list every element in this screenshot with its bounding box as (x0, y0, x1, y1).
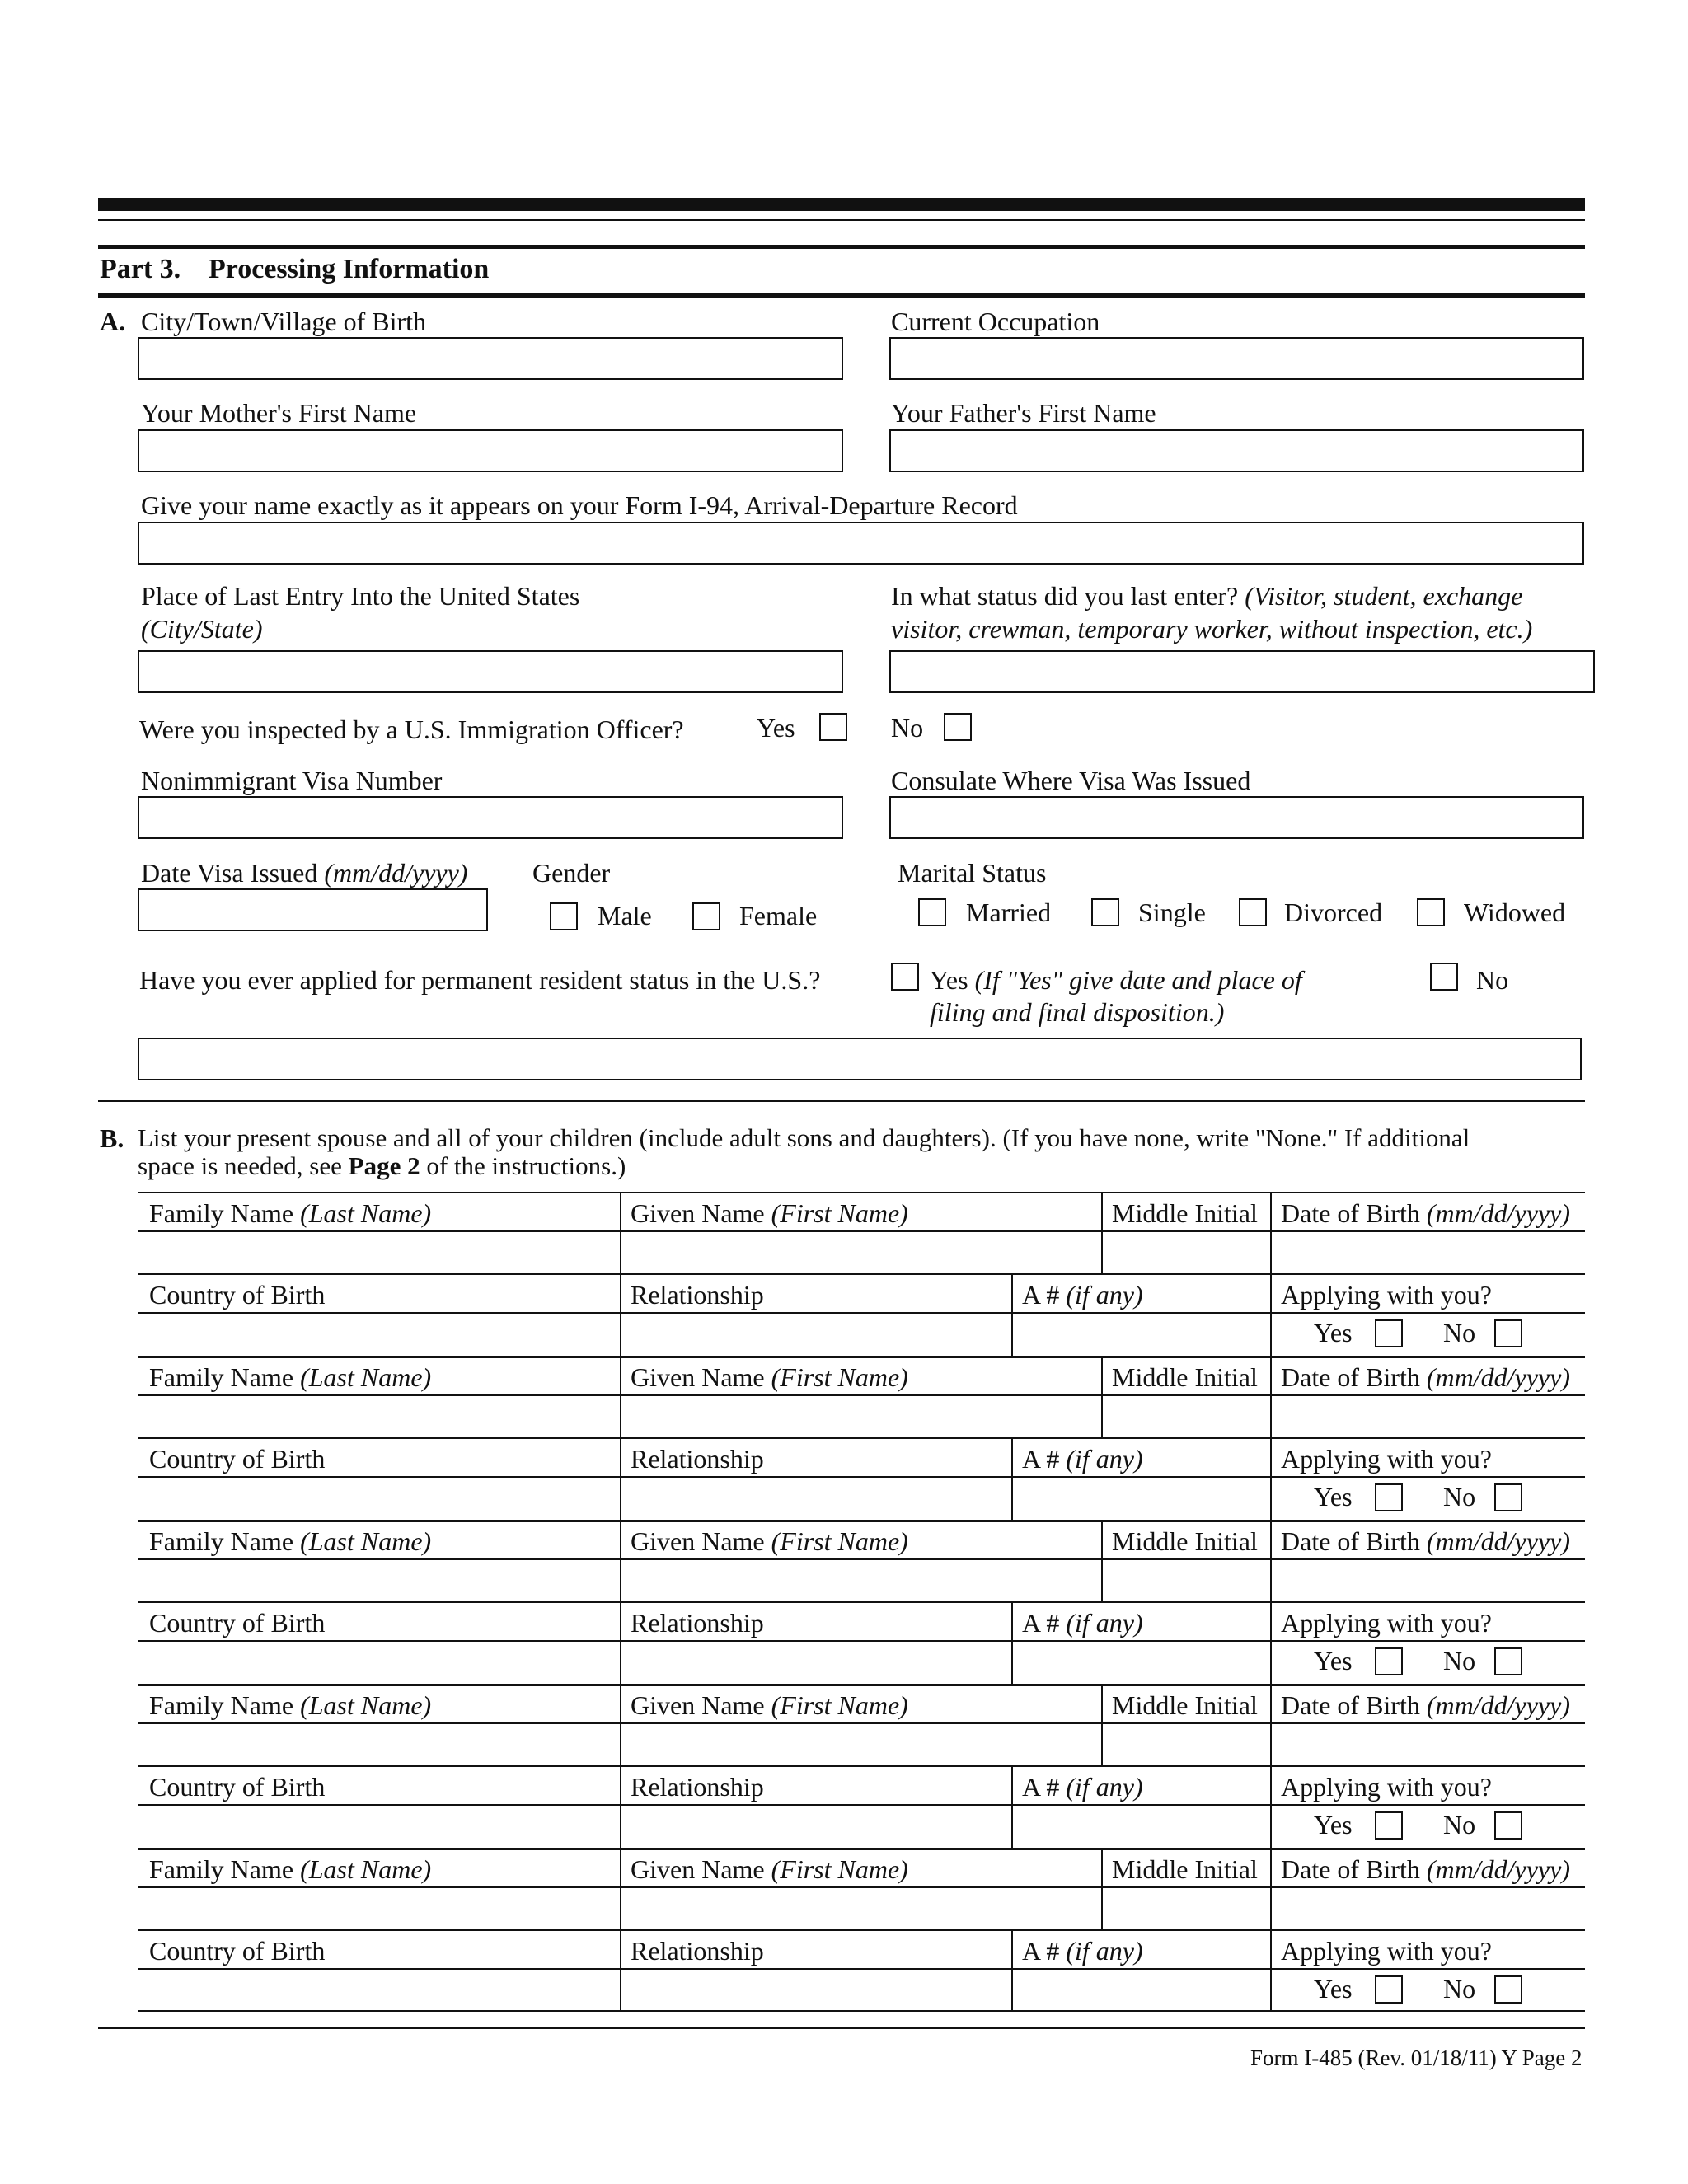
col-divider (1101, 1356, 1103, 1437)
family-name-field[interactable] (140, 1232, 617, 1273)
applying-header (1281, 1772, 1492, 1802)
current-occupation-field[interactable] (889, 337, 1584, 380)
family-block-top-rule (138, 1192, 1585, 1193)
family-name-header-hint: (Last Name) (300, 1690, 432, 1720)
female-checkbox[interactable] (692, 902, 720, 930)
instruction-2-bold: Page 2 (348, 1151, 420, 1180)
consulate-label: Consulate Where Visa Was Issued (891, 766, 1251, 795)
applying-yes-label (1314, 1646, 1353, 1675)
family-name-header (149, 1362, 431, 1392)
country-birth-field[interactable] (140, 1642, 617, 1683)
given-name-header-text: Given Name (631, 1854, 765, 1884)
applying-yes-checkbox[interactable] (1375, 1811, 1403, 1840)
applying-no-label-text: No (1443, 1318, 1476, 1347)
col-divider (1011, 1765, 1013, 1848)
family-block-top-rule (138, 1684, 1585, 1686)
dob-header-text: Date of Birth (1281, 1362, 1420, 1392)
relationship-field[interactable] (622, 1314, 1009, 1355)
family-name-header (149, 1854, 431, 1884)
middle-initial-field[interactable] (1104, 1888, 1268, 1929)
col-divider (1270, 1356, 1272, 1520)
applying-yes-label (1314, 1974, 1353, 2004)
family-table-bottom-rule (138, 2010, 1585, 2012)
dob-header-text: Date of Birth (1281, 1690, 1420, 1720)
row-divider (138, 1601, 1585, 1603)
dob-header-hint: (mm/dd/yyyy) (1426, 1198, 1570, 1228)
middle-initial-header (1112, 1854, 1258, 1884)
given-name-field[interactable] (622, 1396, 1099, 1437)
applying-no-label-text: No (1443, 1974, 1476, 2004)
middle-initial-field[interactable] (1104, 1560, 1268, 1601)
applying-header-text: Applying with you? (1281, 1608, 1492, 1638)
dob-field[interactable] (1273, 1396, 1582, 1437)
family-name-header-text: Family Name (149, 1526, 294, 1556)
city-birth-field[interactable] (138, 337, 843, 380)
father-first-name-field[interactable] (889, 429, 1584, 472)
middle-initial-header (1112, 1362, 1258, 1392)
given-name-field[interactable] (622, 1724, 1099, 1765)
dob-header-hint: (mm/dd/yyyy) (1426, 1854, 1570, 1884)
country-birth-header-text: Country of Birth (149, 1936, 326, 1966)
section-a-letter: A. (100, 307, 126, 336)
country-birth-header (149, 1772, 325, 1802)
relationship-header-text: Relationship (631, 1444, 764, 1474)
applying-yes-checkbox[interactable] (1375, 1975, 1403, 2004)
female-label: Female (739, 901, 818, 930)
applying-no-label (1443, 1810, 1475, 1840)
given-name-header (631, 1690, 908, 1720)
consulate-field[interactable] (889, 796, 1584, 839)
given-name-header-hint: (First Name) (771, 1854, 908, 1884)
relationship-header (631, 1936, 764, 1966)
a-number-header (1022, 1936, 1143, 1966)
applied-no-label: No (1476, 965, 1509, 995)
male-checkbox[interactable] (550, 902, 578, 930)
family-name-header-text: Family Name (149, 1198, 294, 1228)
date-visa-format: (mm/dd/yyyy) (324, 858, 468, 888)
single-checkbox[interactable] (1091, 898, 1119, 926)
given-name-header (631, 1198, 908, 1228)
row-divider (138, 1765, 1585, 1767)
col-divider (1011, 1929, 1013, 2012)
a-number-header-text: A # (1022, 1280, 1060, 1310)
row-divider (138, 1437, 1585, 1439)
family-name-header-hint: (Last Name) (300, 1362, 432, 1392)
dob-field[interactable] (1273, 1888, 1582, 1929)
dob-field[interactable] (1273, 1560, 1582, 1601)
middle-initial-header (1112, 1526, 1258, 1556)
applying-no-label-text: No (1443, 1482, 1476, 1511)
applying-no-checkbox[interactable] (1494, 1483, 1522, 1511)
family-name-field[interactable] (140, 1560, 617, 1601)
dob-field[interactable] (1273, 1232, 1582, 1273)
given-name-header-hint: (First Name) (771, 1198, 908, 1228)
part3-top-rule (98, 245, 1585, 249)
middle-initial-header-text: Middle Initial (1112, 1198, 1258, 1228)
applying-header-text: Applying with you? (1281, 1772, 1492, 1802)
relationship-field[interactable] (622, 1642, 1009, 1683)
family-name-header-hint: (Last Name) (300, 1198, 432, 1228)
married-checkbox[interactable] (918, 898, 946, 926)
col-divider (1101, 1520, 1103, 1601)
dob-header-hint: (mm/dd/yyyy) (1426, 1690, 1570, 1720)
section-b-letter: B. (100, 1123, 124, 1153)
family-name-header (149, 1526, 431, 1556)
dob-field[interactable] (1273, 1724, 1582, 1765)
current-occupation-label: Current Occupation (891, 307, 1100, 336)
a-number-header-text: A # (1022, 1444, 1060, 1474)
middle-initial-header-text: Middle Initial (1112, 1362, 1258, 1392)
relationship-header (631, 1280, 764, 1310)
applying-yes-label (1314, 1318, 1353, 1347)
inspected-yes-checkbox[interactable] (819, 713, 847, 741)
col-divider (1101, 1684, 1103, 1765)
married-label: Married (966, 898, 1052, 927)
col-divider (620, 1684, 621, 1848)
section-b-instruction-1: List your present spouse and all of your children (include adult sons and daughters). (If you have none, write "None." If additional (138, 1123, 1470, 1152)
gender-label: Gender (532, 858, 611, 888)
given-name-field[interactable] (622, 1888, 1099, 1929)
dob-header-text: Date of Birth (1281, 1526, 1420, 1556)
visa-number-label: Nonimmigrant Visa Number (141, 766, 443, 795)
country-birth-header-text: Country of Birth (149, 1608, 326, 1638)
row-divider (138, 1929, 1585, 1931)
applying-header-text: Applying with you? (1281, 1444, 1492, 1474)
applying-header-text: Applying with you? (1281, 1936, 1492, 1966)
last-entry-place-label: Place of Last Entry Into the United States (141, 581, 580, 611)
widowed-checkbox[interactable] (1417, 898, 1445, 926)
given-name-header-hint: (First Name) (771, 1526, 908, 1556)
footer-rule (98, 2027, 1585, 2029)
relationship-header (631, 1608, 764, 1638)
applying-yes-label-text: Yes (1314, 1810, 1353, 1840)
applying-yes-label (1314, 1810, 1353, 1840)
city-birth-label: City/Town/Village of Birth (141, 307, 427, 336)
status-field[interactable] (889, 650, 1595, 693)
given-name-field[interactable] (622, 1560, 1099, 1601)
middle-initial-header (1112, 1198, 1258, 1228)
a-number-header-hint: (if any) (1066, 1608, 1143, 1638)
applying-header (1281, 1936, 1492, 1966)
relationship-field[interactable] (622, 1806, 1009, 1847)
relationship-field[interactable] (622, 1478, 1009, 1519)
family-name-header-text: Family Name (149, 1690, 294, 1720)
given-name-header-text: Given Name (631, 1198, 765, 1228)
a-number-header (1022, 1280, 1143, 1310)
male-label: Male (598, 901, 652, 930)
family-name-header (149, 1198, 431, 1228)
family-name-header-text: Family Name (149, 1854, 294, 1884)
status-question-text: In what status did you last enter? (891, 581, 1239, 611)
dob-header-hint: (mm/dd/yyyy) (1426, 1362, 1570, 1392)
applying-header (1281, 1444, 1492, 1474)
applying-no-label (1443, 1646, 1475, 1675)
country-birth-field[interactable] (140, 1314, 617, 1355)
top-thick-rule (98, 198, 1585, 211)
applying-no-checkbox[interactable] (1494, 1647, 1522, 1675)
family-name-header-hint: (Last Name) (300, 1526, 432, 1556)
family-name-header-hint: (Last Name) (300, 1854, 432, 1884)
family-block-top-rule (138, 1356, 1585, 1358)
family-block-top-rule (138, 1848, 1585, 1850)
col-divider (1101, 1192, 1103, 1273)
country-birth-header-text: Country of Birth (149, 1772, 326, 1802)
instruction-2-pre: space is needed, see (138, 1151, 342, 1180)
middle-initial-header-text: Middle Initial (1112, 1690, 1258, 1720)
applying-header (1281, 1608, 1492, 1638)
part3-number: Part 3. (100, 254, 181, 284)
given-name-header-text: Given Name (631, 1526, 765, 1556)
col-divider (1270, 1684, 1272, 1848)
middle-initial-header (1112, 1690, 1258, 1720)
i94-name-field[interactable] (138, 522, 1584, 565)
date-visa-issued-label (141, 857, 467, 888)
a-number-header-hint: (if any) (1066, 1444, 1143, 1474)
given-name-header (631, 1362, 908, 1392)
family-name-header-text: Family Name (149, 1362, 294, 1392)
applying-yes-label-text: Yes (1314, 1646, 1353, 1675)
applying-no-label (1443, 1974, 1475, 2004)
applying-no-checkbox[interactable] (1494, 1811, 1522, 1840)
applied-yes-text: Yes (930, 965, 968, 995)
row-divider (138, 1273, 1585, 1275)
section-b-instruction-2 (138, 1151, 626, 1182)
applied-yes-hint-1: (If "Yes" give date and place of (974, 965, 1302, 995)
col-divider (620, 1192, 621, 1356)
given-name-header-text: Given Name (631, 1690, 765, 1720)
family-name-header (149, 1690, 431, 1720)
inspected-no-checkbox[interactable] (944, 713, 972, 741)
part3-title: Processing Information (209, 254, 490, 284)
mother-first-name-field[interactable] (138, 429, 843, 472)
relationship-header-text: Relationship (631, 1772, 764, 1802)
applying-yes-label (1314, 1482, 1353, 1511)
relationship-header-text: Relationship (631, 1608, 764, 1638)
family-name-field[interactable] (140, 1724, 617, 1765)
col-divider (1270, 1520, 1272, 1684)
applying-no-checkbox[interactable] (1494, 1319, 1522, 1347)
a-number-header (1022, 1608, 1143, 1638)
inspected-yes-label: Yes (757, 713, 795, 743)
given-name-field[interactable] (622, 1232, 1099, 1273)
applying-yes-label-text: Yes (1314, 1482, 1353, 1511)
given-name-header (631, 1854, 908, 1884)
country-birth-field[interactable] (140, 1806, 617, 1847)
last-entry-place-field[interactable] (138, 650, 843, 693)
marital-status-label: Marital Status (898, 858, 1047, 888)
dob-header (1281, 1362, 1570, 1392)
country-birth-header (149, 1608, 325, 1638)
applying-yes-label-text: Yes (1314, 1974, 1353, 2004)
applied-details-field[interactable] (138, 1038, 1582, 1080)
applying-no-label (1443, 1482, 1475, 1511)
middle-initial-header-text: Middle Initial (1112, 1526, 1258, 1556)
i94-name-label: Give your name exactly as it appears on your Form I-94, Arrival-Departure Record (141, 490, 1018, 520)
relationship-header-text: Relationship (631, 1280, 764, 1310)
a-number-field[interactable] (1014, 1478, 1268, 1519)
instruction-2-post: of the instructions.) (426, 1151, 626, 1180)
applied-no-checkbox[interactable] (1430, 963, 1458, 991)
applied-yes-hint-2: filing and final disposition.) (930, 997, 1225, 1027)
status-question-label (891, 580, 1522, 612)
country-birth-field[interactable] (140, 1970, 617, 2011)
col-divider (620, 1356, 621, 1520)
a-number-header (1022, 1772, 1143, 1802)
middle-initial-field[interactable] (1104, 1724, 1268, 1765)
relationship-header (631, 1772, 764, 1802)
divorced-label: Divorced (1284, 898, 1383, 927)
a-number-field[interactable] (1014, 1806, 1268, 1847)
applying-header (1281, 1280, 1492, 1310)
applied-question: Have you ever applied for permanent resident status in the U.S.? (139, 965, 821, 995)
top-thin-rule (98, 219, 1585, 221)
a-number-field[interactable] (1014, 1970, 1268, 2011)
section-divider (98, 1100, 1585, 1102)
status-hint-1: (Visitor, student, exchange (1245, 581, 1523, 611)
country-birth-header-text: Country of Birth (149, 1280, 326, 1310)
visa-number-field[interactable] (138, 796, 843, 839)
dob-header-text: Date of Birth (1281, 1854, 1420, 1884)
country-birth-header (149, 1936, 325, 1966)
given-name-header (631, 1526, 908, 1556)
date-visa-issued-text: Date Visa Issued (141, 858, 318, 888)
dob-header (1281, 1526, 1570, 1556)
applying-yes-label-text: Yes (1314, 1318, 1353, 1347)
col-divider (1101, 1848, 1103, 1929)
col-divider (1011, 1437, 1013, 1520)
family-name-field[interactable] (140, 1396, 617, 1437)
applying-no-label-text: No (1443, 1646, 1476, 1675)
mother-first-name-label: Your Mother's First Name (141, 398, 417, 428)
middle-initial-header-text: Middle Initial (1112, 1854, 1258, 1884)
a-number-field[interactable] (1014, 1642, 1268, 1683)
applying-yes-checkbox[interactable] (1375, 1647, 1403, 1675)
relationship-header-text: Relationship (631, 1936, 764, 1966)
given-name-header-text: Given Name (631, 1362, 765, 1392)
country-birth-header (149, 1444, 325, 1474)
relationship-field[interactable] (622, 1970, 1009, 2011)
applying-no-checkbox[interactable] (1494, 1975, 1522, 2004)
middle-initial-field[interactable] (1104, 1232, 1268, 1273)
country-birth-header (149, 1280, 325, 1310)
col-divider (620, 1520, 621, 1684)
given-name-header-hint: (First Name) (771, 1362, 908, 1392)
a-number-header-hint: (if any) (1066, 1280, 1143, 1310)
inspected-question: Were you inspected by a U.S. Immigration Officer? (139, 715, 684, 744)
relationship-header (631, 1444, 764, 1474)
applying-yes-checkbox[interactable] (1375, 1483, 1403, 1511)
status-hint-2: visitor, crewman, temporary worker, without inspection, etc.) (891, 614, 1533, 644)
applied-yes-label (930, 964, 1302, 996)
col-divider (620, 1848, 621, 2012)
divorced-checkbox[interactable] (1239, 898, 1267, 926)
col-divider (1270, 1848, 1272, 2012)
a-number-header-text: A # (1022, 1772, 1060, 1802)
applying-header-text: Applying with you? (1281, 1280, 1492, 1310)
single-label: Single (1138, 898, 1206, 927)
part3-bottom-rule (98, 293, 1585, 298)
country-birth-field[interactable] (140, 1478, 617, 1519)
last-entry-place-hint: (City/State) (141, 614, 263, 644)
date-visa-issued-field[interactable] (138, 888, 488, 931)
family-block-top-rule (138, 1520, 1585, 1522)
inspected-no-label: No (891, 713, 924, 743)
country-birth-header-text: Country of Birth (149, 1444, 326, 1474)
family-name-field[interactable] (140, 1888, 617, 1929)
applied-yes-checkbox[interactable] (891, 963, 919, 991)
a-number-field[interactable] (1014, 1314, 1268, 1355)
dob-header (1281, 1198, 1570, 1228)
col-divider (1011, 1601, 1013, 1684)
applying-yes-checkbox[interactable] (1375, 1319, 1403, 1347)
applying-no-label-text: No (1443, 1810, 1476, 1840)
a-number-header (1022, 1444, 1143, 1474)
dob-header (1281, 1854, 1570, 1884)
dob-header (1281, 1690, 1570, 1720)
a-number-header-hint: (if any) (1066, 1772, 1143, 1802)
dob-header-hint: (mm/dd/yyyy) (1426, 1526, 1570, 1556)
widowed-label: Widowed (1464, 898, 1566, 927)
given-name-header-hint: (First Name) (771, 1690, 908, 1720)
a-number-header-text: A # (1022, 1608, 1060, 1638)
applying-no-label (1443, 1318, 1475, 1347)
a-number-header-hint: (if any) (1066, 1936, 1143, 1966)
a-number-header-text: A # (1022, 1936, 1060, 1966)
dob-header-text: Date of Birth (1281, 1198, 1420, 1228)
col-divider (1270, 1192, 1272, 1356)
form-id: Form I-485 (Rev. 01/18/11) Y Page 2 (1250, 2046, 1582, 2070)
middle-initial-field[interactable] (1104, 1396, 1268, 1437)
father-first-name-label: Your Father's First Name (891, 398, 1156, 428)
col-divider (1011, 1273, 1013, 1356)
